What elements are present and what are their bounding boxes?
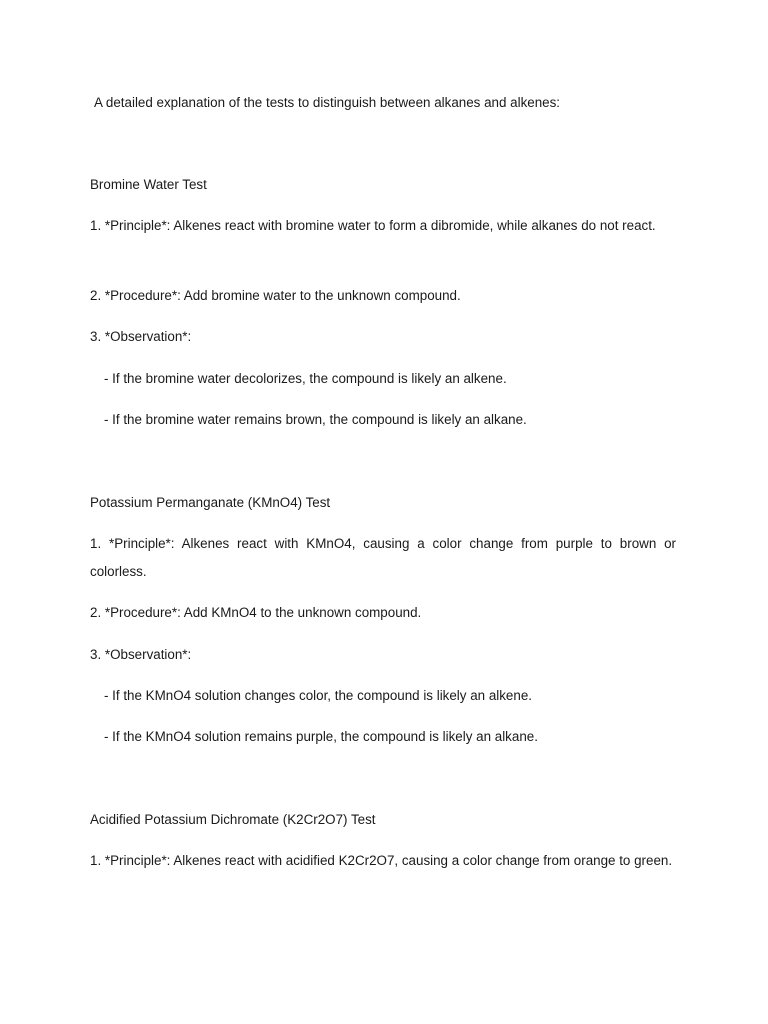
observation-kmno4: 3. *Observation*: bbox=[90, 647, 192, 662]
intro-text: A detailed explanation of the tests to distinguish between alkanes and alkenes: bbox=[94, 95, 561, 110]
principle-dichromate: 1. *Principle*: Alkenes react with acidified K2Cr2O7, causing a color change from orange to green. bbox=[90, 853, 673, 868]
principle-kmno4: 1. *Principle*: Alkenes react with KMnO4, causing a color change from purple to brown or colorless. bbox=[90, 536, 676, 579]
section-heading-dichromate: Acidified Potassium Dichromate (K2Cr2O7) Test bbox=[90, 812, 376, 827]
section-heading-bromine: Bromine Water Test bbox=[90, 177, 207, 192]
bullet-item: - If the KMnO4 solution changes color, the compound is likely an alkene. bbox=[104, 688, 532, 703]
procedure-bromine: 2. *Procedure*: Add bromine water to the unknown compound. bbox=[90, 288, 461, 303]
principle-bromine: 1. *Principle*: Alkenes react with bromine water to form a dibromide, while alkanes do not react. bbox=[90, 218, 656, 233]
section-heading-kmno4: Potassium Permanganate (KMnO4) Test bbox=[90, 495, 331, 510]
bullet-item: - If the bromine water remains brown, the compound is likely an alkane. bbox=[104, 412, 527, 427]
bullet-item: - If the KMnO4 solution remains purple, the compound is likely an alkane. bbox=[104, 729, 538, 744]
bullet-item: - If the bromine water decolorizes, the compound is likely an alkene. bbox=[104, 371, 507, 386]
procedure-kmno4: 2. *Procedure*: Add KMnO4 to the unknown compound. bbox=[90, 605, 422, 620]
observation-bromine: 3. *Observation*: bbox=[90, 329, 192, 344]
